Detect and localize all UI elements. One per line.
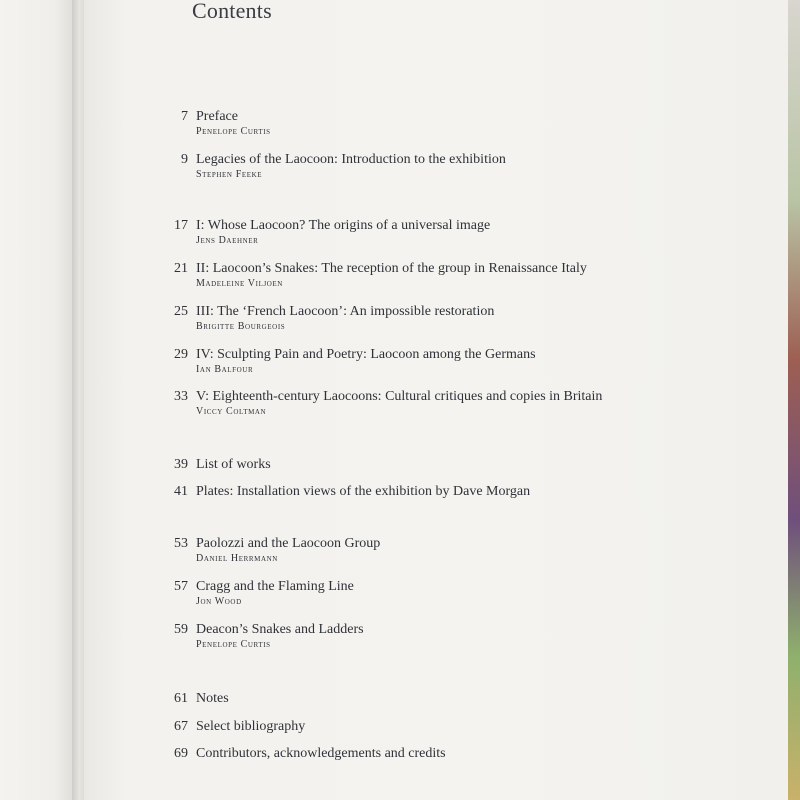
toc-title: Cragg and the Flaming Line	[196, 579, 354, 594]
toc-page-number: 41	[174, 484, 188, 499]
background-edge	[786, 0, 800, 800]
toc-page-number: 29	[174, 347, 188, 362]
toc-title: Preface	[196, 109, 238, 124]
toc-title: Legacies of the Laocoon: Introduction to the exhibition	[196, 152, 506, 167]
toc-page-number: 57	[174, 579, 188, 594]
toc-title: Deacon’s Snakes and Ladders	[196, 622, 364, 637]
toc-page-number: 61	[174, 691, 188, 706]
toc-page-number: 67	[174, 719, 188, 734]
page-title: Contents	[192, 0, 272, 23]
toc-author: Daniel Herrmann	[196, 553, 278, 564]
toc-title: Paolozzi and the Laocoon Group	[196, 536, 381, 551]
toc-title: Plates: Installation views of the exhibition by Dave Morgan	[196, 484, 531, 499]
toc-author: Viccy Coltman	[196, 406, 267, 417]
toc-title: I: Whose Laocoon? The origins of a universal image	[196, 218, 491, 233]
toc-page-number: 39	[174, 457, 188, 472]
toc-title: Contributors, acknowledgements and credits	[196, 746, 446, 761]
toc-page-number: 21	[174, 261, 188, 276]
toc-author: Madeleine Viljoen	[196, 278, 283, 289]
toc-author: Jon Wood	[196, 596, 242, 607]
toc-author: Jens Daehner	[196, 235, 259, 246]
toc-title: III: The ‘French Laocoon’: An impossible restoration	[196, 304, 495, 319]
toc-page-number: 33	[174, 389, 188, 404]
toc-title: V: Eighteenth-century Laocoons: Cultural critiques and copies in Britain	[196, 389, 603, 404]
toc-page-number: 17	[174, 218, 188, 233]
toc-author: Penelope Curtis	[196, 639, 271, 650]
toc-author: Stephen Feeke	[196, 169, 263, 180]
toc-title: List of works	[196, 457, 271, 472]
toc-author: Penelope Curtis	[196, 126, 271, 137]
toc-page-number: 53	[174, 536, 188, 551]
toc-title: Notes	[196, 691, 229, 706]
toc-page-number: 25	[174, 304, 188, 319]
toc-page-number: 9	[181, 152, 188, 167]
toc-title: Select bibliography	[196, 719, 306, 734]
toc-author: Brigitte Bourgeois	[196, 321, 286, 332]
toc-title: IV: Sculpting Pain and Poetry: Laocoon among the Germans	[196, 347, 536, 362]
toc-page-number: 7	[181, 109, 188, 124]
toc-page-number: 69	[174, 746, 188, 761]
toc-page-number: 59	[174, 622, 188, 637]
toc-title: II: Laocoon’s Snakes: The reception of the group in Renaissance Italy	[196, 261, 587, 276]
toc-author: Ian Balfour	[196, 364, 254, 375]
